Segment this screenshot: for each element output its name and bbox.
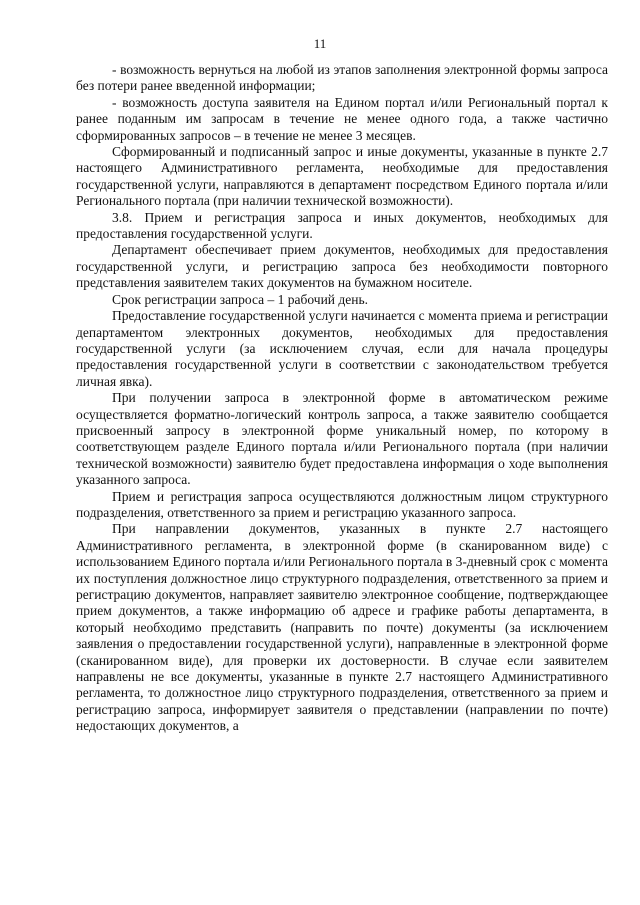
paragraph-7: Предоставление государственной услуги начинается с момента приема и регистрации департаментом электронных документов, необходимых для предоставления государственной услуги (за исключением случая, если для начала процедуры предоставления государственной услуги в соответствии с законодательством требуется личная явка). [76,308,608,389]
paragraph-6: Срок регистрации запроса – 1 рабочий день. [112,291,369,307]
paragraph-2: - возможность доступа заявителя на Едином портал и/или Региональный портал к ранее поданным им запросам в течение не менее одного года, а также частично сформированных запросов – в течение не менее 3 месяцев. [76,94,608,143]
paragraph-9: Прием и регистрация запроса осуществляются должностным лицом структурного подразделения, ответственного за прием и регистрацию указанного запроса. [76,488,608,520]
paragraph-1: - возможность вернуться на любой из этапов заполнения электронной формы запроса без потери ранее введенной информации; [76,62,608,94]
paragraph-5: Департамент обеспечивает прием документов, необходимых для предоставления государственной услуги, и регистрацию запроса без необходимости повторного представления заявителем таких документов на бумажном носителе. [76,242,608,291]
document-body [76,62,608,735]
page-number: 11 [313,36,327,51]
paragraph-3: Сформированный и подписанный запрос и иные документы, указанные в пункте 2.7 настоящего Административного регламента, необходимые для предоставления государственной услуги, направляются в департамент посредством Единого портала и/или Регионального портала (при наличии технической возможности). [76,144,608,209]
paragraph-4-section-heading: 3.8. Прием и регистрация запроса и иных документов, необходимых для предоставления государственной услуги. [76,209,608,242]
paragraph-8: При получении запроса в электронной форме в автоматическом режиме осуществляется форматно-логический контроль запроса, а также заявителю сообщается присвоенный запросу в электронной форме уникальный номер, по которому в соответствующем разделе Единого портала и/или Регионального портала (при наличии технической возможности) заявителю будет предоставлена информация о ходе выполнения указанного запроса. [76,390,608,488]
paragraph-10: При направлении документов, указанных в пункте 2.7 настоящего Административного регламента, в электронной форме (в сканированном виде) с использованием Единого портала и/или Регионального портала в 3-дневный срок с момента их поступления должностное лицо структурного подразделения, ответственного за прием и регистрацию документов, направляет заявителю электронное сообщение, подтверждающее прием документов, а также информацию об адресе и графике работы департамента, в который необходимо представить (направить по почте) документы (за исключением заявления о предоставлении государственной услуги), направленные в электронной форме (сканированном виде), для проверки их достоверности. В случае если заявителем направлены не все документы, указанные в пункте 2.7 настоящего Административного регламента, то должностное лицо структурного подразделения, ответственного за прием и регистрацию запроса, информирует заявителя о представлении (направлении по почте) недостающих документов, а [76,521,608,734]
